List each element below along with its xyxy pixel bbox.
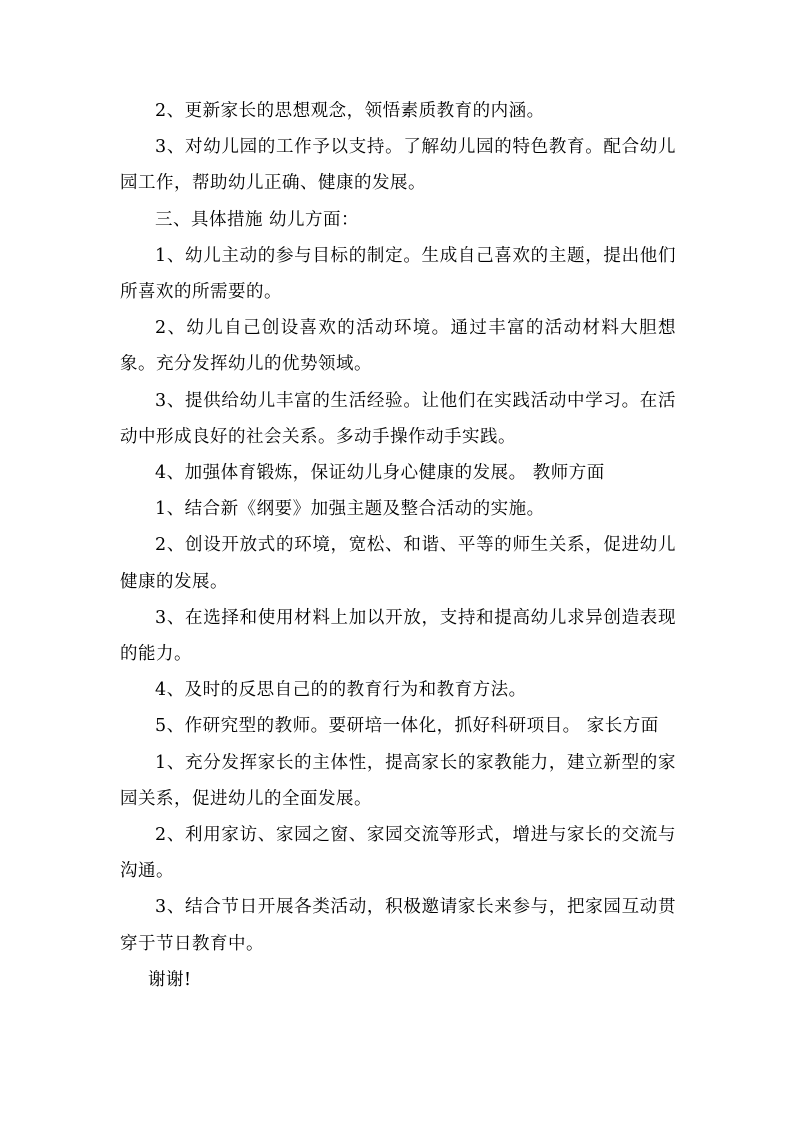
- closing-thanks: 谢谢!: [148, 969, 192, 990]
- paragraph-parent-holiday: 3、结合节日开展各类活动，积极邀请家长来参与，把家园互动贯穿于节日教育中。: [120, 897, 676, 954]
- paragraph-parent-concept: 2、更新家长的思想观念，领悟素质教育的内涵。: [155, 101, 545, 121]
- paragraph-support-kindergarten: 3、对幼儿园的工作予以支持。了解幼儿园的特色教育。配合幼儿园工作，帮助幼儿正确、健康的发展。: [120, 137, 676, 194]
- paragraph-teacher-reflection: 4、及时的反思自己的的教育行为和教育方法。: [155, 680, 527, 701]
- paragraph-teacher-materials: 3、在选择和使用材料上加以开放，支持和提高幼儿求异创造表现的能力。: [120, 607, 676, 665]
- paragraph-teacher-outline: 1、结合新《纲要》加强主题及整合活动的实施。: [155, 499, 545, 520]
- paragraph-teacher-environment: 2、创设开放式的环境，宽松、和谐、平等的师生关系，促进幼儿健康的发展。: [120, 535, 676, 592]
- document-body: [120, 93, 676, 998]
- paragraph-children-experience: 3、提供给幼儿丰富的生活经验。让他们在实践活动中学习。在活动中形成良好的社会关系。多动手操作动手实践。: [120, 390, 676, 447]
- paragraph-children-goals: 1、幼儿主动的参与目标的制定。生成自己喜欢的主题，提出他们所喜欢的所需要的。: [120, 245, 676, 303]
- paragraph-teacher-research: 5、作研究型的教师。要研培一体化，抓好科研项目。 家长方面: [155, 716, 659, 737]
- section-heading-measures: 三、具体措施 幼儿方面：: [155, 209, 360, 230]
- paragraph-children-environment: 2、幼儿自己创设喜欢的活动环境。通过丰富的活动材料大胆想象。充分发挥幼儿的优势领域。: [120, 318, 676, 375]
- paragraph-children-exercise: 4、加强体育锻炼，保证幼儿身心健康的发展。 教师方面: [155, 463, 605, 484]
- paragraph-parent-role: 1、充分发挥家长的主体性，提高家长的家教能力，建立新型的家园关系，促进幼儿的全面发展。: [120, 752, 676, 809]
- paragraph-parent-communication: 2、利用家访、家园之窗、家园交流等形式，增进与家长的交流与沟通。: [120, 825, 676, 882]
